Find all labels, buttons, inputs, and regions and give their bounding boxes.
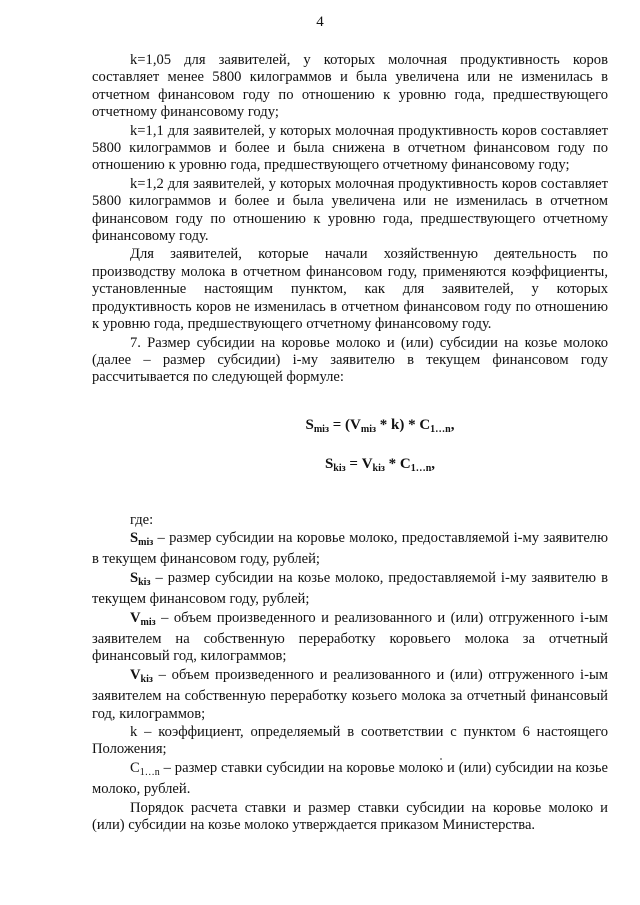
definition-k — [92, 724, 608, 759]
formula1-s: S — [305, 416, 314, 433]
def-symbol: k — [130, 724, 138, 740]
definition-c — [92, 760, 608, 799]
definition-s-miz — [92, 530, 608, 569]
def-subscript: miз — [140, 616, 156, 628]
formula1-mid2: * k) * C — [376, 416, 431, 433]
formula2-end: , — [431, 456, 436, 473]
formula2-mid1: = V — [345, 456, 373, 473]
formula-goat-milk — [152, 456, 608, 477]
def-symbol: V — [130, 666, 141, 683]
document-body — [92, 52, 608, 835]
paragraph-new-applicants: Для заявителей, которые начали хозяйственную деятельность по производству молока в отчетном финансовом году, применяются коэффициенты, установленные настоящим пунктом, как для заявителей, у которых продуктивность коров не изменилась в отчетном финансовом году по отношению к уровню года, предшествующего отчетному финансовому году. — [92, 246, 608, 333]
where-label: где: — [130, 511, 154, 528]
def-subscript: miз — [138, 536, 154, 548]
def-text: – размер ставки субсидии на коровье молоко и (или) субсидии на козье молоко, рублей. — [92, 759, 608, 798]
def-symbol: V — [130, 609, 141, 626]
scan-speck — [440, 758, 442, 760]
formula-cow-milk — [152, 417, 608, 438]
paragraph-k11: k=1,1 для заявителей, у которых молочная продуктивность коров составляет 5800 килограммов и более и была снижена в отчетном финансовом году по отношению к уровню года, предшествующего отчетному финансовому году; — [92, 122, 608, 174]
definition-s-kiz — [92, 570, 608, 609]
def-subscript: 1…n — [139, 766, 160, 778]
definition-v-miz — [92, 610, 608, 666]
formula2-s: S — [324, 456, 334, 473]
paragraph-final: Порядок расчета ставки и размер ставки субсидии на коровье молоко и (или) субсидии на козье молоко утверждается приказом Министерства. — [92, 799, 608, 834]
def-symbol: S — [130, 569, 139, 586]
def-text: – коэффициент, определяемый в соответствии с пунктом 6 настоящего Положения; — [92, 724, 608, 758]
formula1-mid1: = (V — [328, 416, 361, 433]
formula2-s-sub: kiз — [333, 463, 346, 475]
formula2-v-sub: kiз — [372, 463, 385, 475]
def-symbol: C — [130, 759, 140, 776]
def-text: – размер субсидии на коровье молоко, предоставляемой i-му заявителю в текущем финансовом году, рублей; — [92, 529, 608, 568]
formula2-c-sub: 1…n — [410, 463, 432, 475]
def-text: – объем произведенного и реализованного и (или) отгруженного i-ым заявителем на собственную переработку коровьего молока за отчетный финансовый год, килограммов; — [92, 609, 608, 665]
page-number: 4 — [316, 14, 324, 30]
paragraph-item-7: 7. Размер субсидии на коровье молоко и (или) субсидии на козье молоко (далее – размер субсидии) i-му заявителю в текущем финансовом году рассчитывается по следующей формуле: — [92, 334, 608, 386]
def-text: – объем произведенного и реализованного и (или) отгруженного i-ым заявителем на собственную переработку козьего молока за отчетный финансовый год, килограммов; — [92, 666, 608, 722]
paragraph-k12: k=1,2 для заявителей, у которых молочная продуктивность коров составляет 5800 килограммов и более и была увеличена или не изменилась в отчетном финансовом году по отношению к уровню года, предшествующего отчетному финансовому году. — [92, 175, 608, 245]
def-subscript: kiз — [140, 673, 153, 685]
formula2-mid2: * C — [384, 456, 411, 473]
def-text: – размер субсидии на козье молоко, предоставляемой i-му заявителю в текущем финансовом году, рублей; — [92, 569, 608, 608]
definition-v-kiz — [92, 667, 608, 723]
formula1-s-sub: miз — [313, 423, 329, 435]
paragraph-k105: k=1,05 для заявителей, у которых молочная продуктивность коров составляет менее 5800 килограммов и была увеличена или не изменилась в отчетном финансовом году по отношению к уровню года, предшествующего отчетному финансовому году; — [92, 52, 608, 121]
formula1-end: , — [450, 416, 455, 433]
def-subscript: kiз — [138, 576, 151, 588]
formula1-c-sub: 1…n — [430, 423, 451, 435]
def-symbol: S — [130, 529, 139, 546]
formula1-v-sub: miз — [360, 423, 376, 435]
